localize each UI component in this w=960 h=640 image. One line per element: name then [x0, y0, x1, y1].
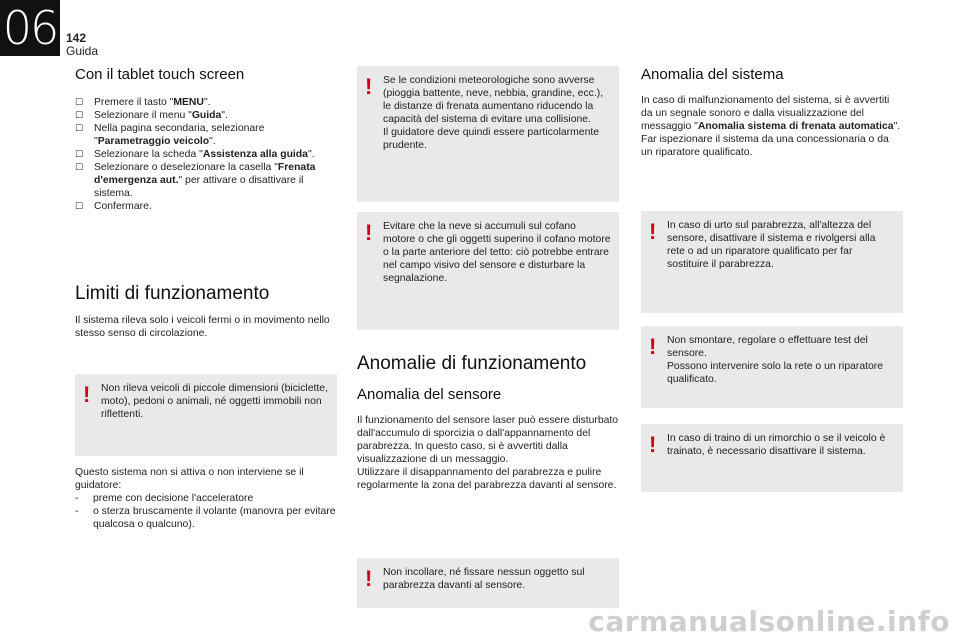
warning-box-snow — [357, 212, 619, 330]
step-item: ☐ Selezionare il menu "Guida". — [75, 110, 228, 121]
warning-icon: ! — [365, 74, 373, 99]
steps-list — [75, 96, 337, 213]
step-item: ☐ Confermare. — [75, 201, 152, 212]
checkbox-bullet-icon: ☐ — [75, 110, 84, 120]
dash-bullet: - — [75, 506, 79, 517]
warning-icon: ! — [649, 334, 657, 359]
checkbox-bullet-icon: ☐ — [75, 123, 84, 133]
heading-system: Anomalia del sistema — [641, 66, 784, 83]
watermark: carmanualsonline.info — [588, 605, 950, 638]
warning-icon: ! — [649, 432, 657, 457]
warning-text: In caso di urto sul parabrezza, all'altezza del sensore, disattivare il sistema e rivolgersi alla rete o ad un riparatore qualificato per far sostituire il parabrezza. — [667, 220, 876, 270]
warning-box-sensor — [357, 558, 619, 608]
warning-icon: ! — [365, 566, 373, 591]
warning-icon: ! — [365, 220, 373, 245]
dash-bullet: - — [75, 493, 79, 504]
step-item: ☐ Premere il tasto "MENU". — [75, 97, 211, 108]
not-active-list — [75, 492, 337, 531]
page-number: 142 — [66, 31, 87, 45]
heading-sensor: Anomalia del sensore — [357, 386, 502, 403]
step-item: ☐ Selezionare la scheda "Assistenza alla guida". — [75, 149, 315, 160]
heading-tablet: Con il tablet touch screen — [75, 66, 245, 83]
warning-text: Evitare che la neve si accumuli sul cofano motore o che gli oggetti superino il cofano motore o la parte anteriore del tetto: ciò potrebbe entrare nel campo visivo del sensore e disturbare la segnalazione. — [383, 221, 611, 284]
column-left — [75, 66, 337, 213]
warning-text: In caso di traino di un rimorchio o se il veicolo è trainato, è necessario disattivare il sistema. — [667, 433, 886, 457]
warning-box-impact — [641, 211, 903, 313]
checkbox-bullet-icon: ☐ — [75, 149, 84, 159]
checkbox-bullet-icon: ☐ — [75, 97, 84, 107]
warning-text: Non incollare, né fissare nessun oggetto sul parabrezza davanti al sensore. — [383, 567, 585, 591]
system-text: In caso di malfunzionamento del sistema, si è avvertiti da un segnale sonoro e dalla visualizzazione del messaggio "Anomalia sistema di frenata automatica". Far ispezionare il sistema da una concessionaria o da un riparatore qualificato. — [641, 95, 901, 158]
warning-text: Non smontare, regolare o effettuare test del sensore. Possono intervenire solo la rete o un riparatore qualificato. — [667, 335, 884, 385]
step-item: ☐ Nella pagina secondaria, selezionare "Parametraggio veicolo". — [75, 123, 265, 147]
warning-box-towing — [641, 424, 903, 492]
warning-icon: ! — [83, 382, 91, 407]
warning-box-weather — [357, 66, 619, 202]
checkbox-bullet-icon: ☐ — [75, 201, 84, 211]
list-item: - preme con decisione l'acceleratore — [75, 493, 254, 504]
heading-anomalies: Anomalie di funzionamento — [357, 353, 587, 374]
warning-box-dismount — [641, 326, 903, 408]
warning-box-limits — [75, 374, 337, 456]
chapter-number: 06 — [0, 0, 60, 56]
not-active-block — [75, 466, 337, 531]
limits-text: Il sistema rileva solo i veicoli fermi o in movimento nello stesso senso di circolazione. — [75, 315, 330, 339]
warning-text: Se le condizioni meteorologiche sono avverse (pioggia battente, neve, nebbia, grandine, ecc.), le distanze di frenata aumentano riducendo la capacità del sistema di evitare una collisione. Il guidatore deve quindi essere particolarmente prudente. — [383, 75, 604, 151]
list-item: - o sterza bruscamente il volante (manovra per evitare qualcosa o qualcuno). — [75, 506, 336, 530]
step-item: ☐ Selezionare o deselezionare la casella "Frenata d'emergenza aut." per attivare o disattivare il sistema. — [75, 162, 316, 199]
heading-limits: Limiti di funzionamento — [75, 283, 270, 304]
section-name: Guida — [66, 44, 99, 58]
warning-text: Non rileva veicoli di piccole dimensioni (biciclette, moto), pedoni o animali, né oggetti immobili non riflettenti. — [101, 383, 328, 420]
checkbox-bullet-icon: ☐ — [75, 162, 84, 172]
warning-icon: ! — [649, 219, 657, 244]
sensor-text: Il funzionamento del sensore laser può essere disturbato dall'accumulo di sporcizia o dall'appannamento del parabrezza. In questo caso, si è avvertiti dalla visualizzazione di un messaggio. Utilizzare il disappannamento del parabrezza e pulire regolarmente la zona del parabrezza davanti al sensore. — [357, 415, 619, 491]
not-active-intro: Questo sistema non si attiva o non interviene se il guidatore: — [75, 467, 304, 491]
